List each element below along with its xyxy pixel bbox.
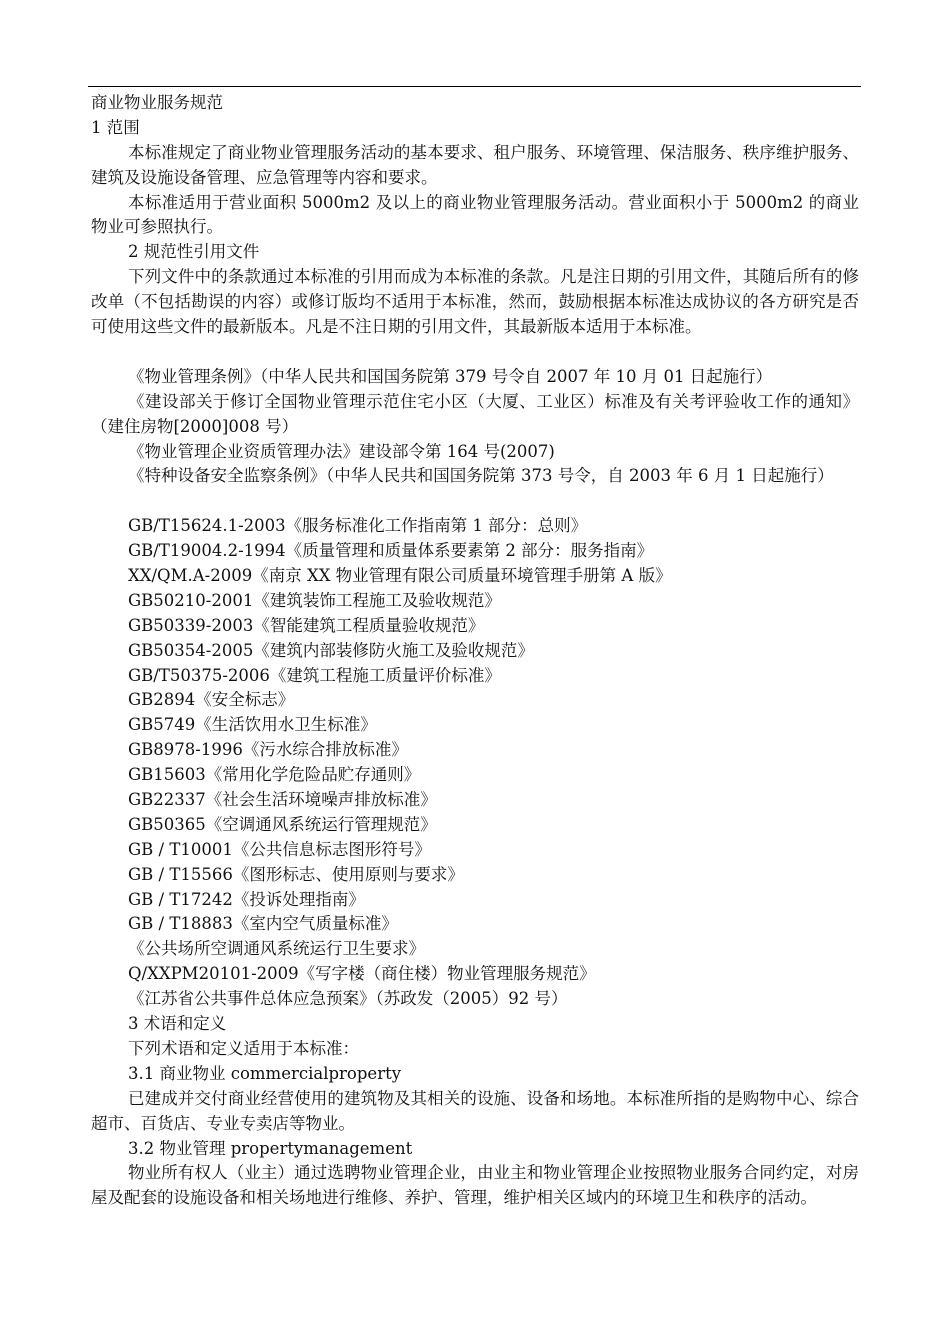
- reference-3: 《物业管理企业资质管理办法》建设部令第 164 号(2007): [128, 441, 555, 461]
- reference-1: 《物业管理条例》（中华人民共和国国务院第 379 号令自 2007 年 10 月 01 日起施行）: [128, 366, 773, 386]
- standard-item: GB5749《生活饮用水卫生标准》: [128, 715, 377, 735]
- section-1-paragraph-1: 本标准规定了商业物业管理服务活动的基本要求、租户服务、环境管理、保洁服务、秩序维护服务、建筑及设施设备管理、应急管理等内容和要求。: [91, 142, 859, 187]
- standard-item: GB / T10001《公共信息标志图形符号》: [128, 839, 431, 859]
- standard-item: GB50339-2003《智能建筑工程质量验收规范》: [128, 615, 485, 635]
- section-2-paragraph-1: 下列文件中的条款通过本标准的引用而成为本标准的条款。凡是注日期的引用文件，其随后所有的修改单（不包括勘误的内容）或修订版均不适用于本标准，然而，鼓励根据本标准达成协议的各方研究是否可使用这些文件的最新版本。凡是不注日期的引用文件，其最新版本适用于本标准。: [91, 267, 859, 337]
- standard-item: GB/T15624.1-2003《服务标准化工作指南第 1 部分：总则》: [128, 516, 588, 536]
- document-title: 商业物业服务规范: [91, 93, 223, 112]
- standard-item: GB50210-2001《建筑装饰工程施工及验收规范》: [128, 590, 501, 610]
- term-1-definition: 已建成并交付商业经营使用的建筑物及其相关的设施、设备和场地。本标准所指的是购物中心、综合超市、百货店、专业专卖店等物业。: [91, 1088, 859, 1133]
- section-3-heading: 3 术语和定义: [128, 1014, 227, 1034]
- standard-item: GB / T17242《投诉处理指南》: [128, 889, 365, 909]
- section-3-intro: 下列术语和定义适用于本标准：: [128, 1038, 359, 1058]
- section-2-heading: 2 规范性引用文件: [128, 242, 260, 262]
- reference-2: 《建设部关于修订全国物业管理示范住宅小区（大厦、工业区）标准及有关考评验收工作的通知》（建住房物[2000]008 号）: [91, 391, 859, 436]
- document-body: [91, 91, 859, 1236]
- standard-item: GB50365《空调通风系统运行管理规范》: [128, 814, 437, 834]
- header-rule: [88, 86, 861, 87]
- standard-item: Q/XXPM20101-2009《写字楼（商住楼）物业管理服务规范》: [128, 964, 596, 984]
- standard-item: GB2894《安全标志》: [128, 690, 295, 710]
- section-1-paragraph-2: 本标准适用于营业面积 5000m2 及以上的商业物业管理服务活动。营业面积小于 5000m2 的商业物业可参照执行。: [91, 192, 859, 237]
- standard-item: GB/T50375-2006《建筑工程施工质量评价标准》: [128, 665, 501, 685]
- reference-4: 《特种设备安全监察条例》（中华人民共和国国务院第 373 号令，自 2003 年 6 月 1 日起施行）: [128, 466, 834, 486]
- term-2-definition: 物业所有权人（业主）通过选聘物业管理企业，由业主和物业管理企业按照物业服务合同约定，对房屋及配套的设施设备和相关场地进行维修、养护、管理，维护相关区域内的环境卫生和秩序的活动。: [91, 1163, 859, 1208]
- standard-item: 《江苏省公共事件总体应急预案》（苏政发（2005）92 号）: [128, 989, 568, 1009]
- standard-item: 《公共场所空调通风系统运行卫生要求》: [128, 939, 425, 959]
- term-1-heading: 3.1 商业物业 commercialproperty: [128, 1063, 402, 1083]
- standard-item: XX/QM.A-2009《南京 XX 物业管理有限公司质量环境管理手册第 A 版》: [128, 566, 672, 586]
- standard-item: GB8978-1996《污水综合排放标准》: [128, 740, 408, 760]
- standard-item: GB50354-2005《建筑内部装修防火施工及验收规范》: [128, 640, 534, 660]
- standard-item: GB22337《社会生活环境噪声排放标准》: [128, 790, 437, 810]
- standard-item: GB/T19004.2-1994《质量管理和质量体系要素第 2 部分：服务指南》: [128, 541, 654, 561]
- standard-item: GB15603《常用化学危险品贮存通则》: [128, 765, 421, 785]
- standard-item: GB / T15566《图形标志、使用原则与要求》: [128, 864, 464, 884]
- section-1-heading: 1 范围: [91, 117, 140, 137]
- standard-item: GB / T18883《室内空气质量标准》: [128, 914, 398, 934]
- term-2-heading: 3.2 物业管理 propertymanagement: [128, 1138, 413, 1158]
